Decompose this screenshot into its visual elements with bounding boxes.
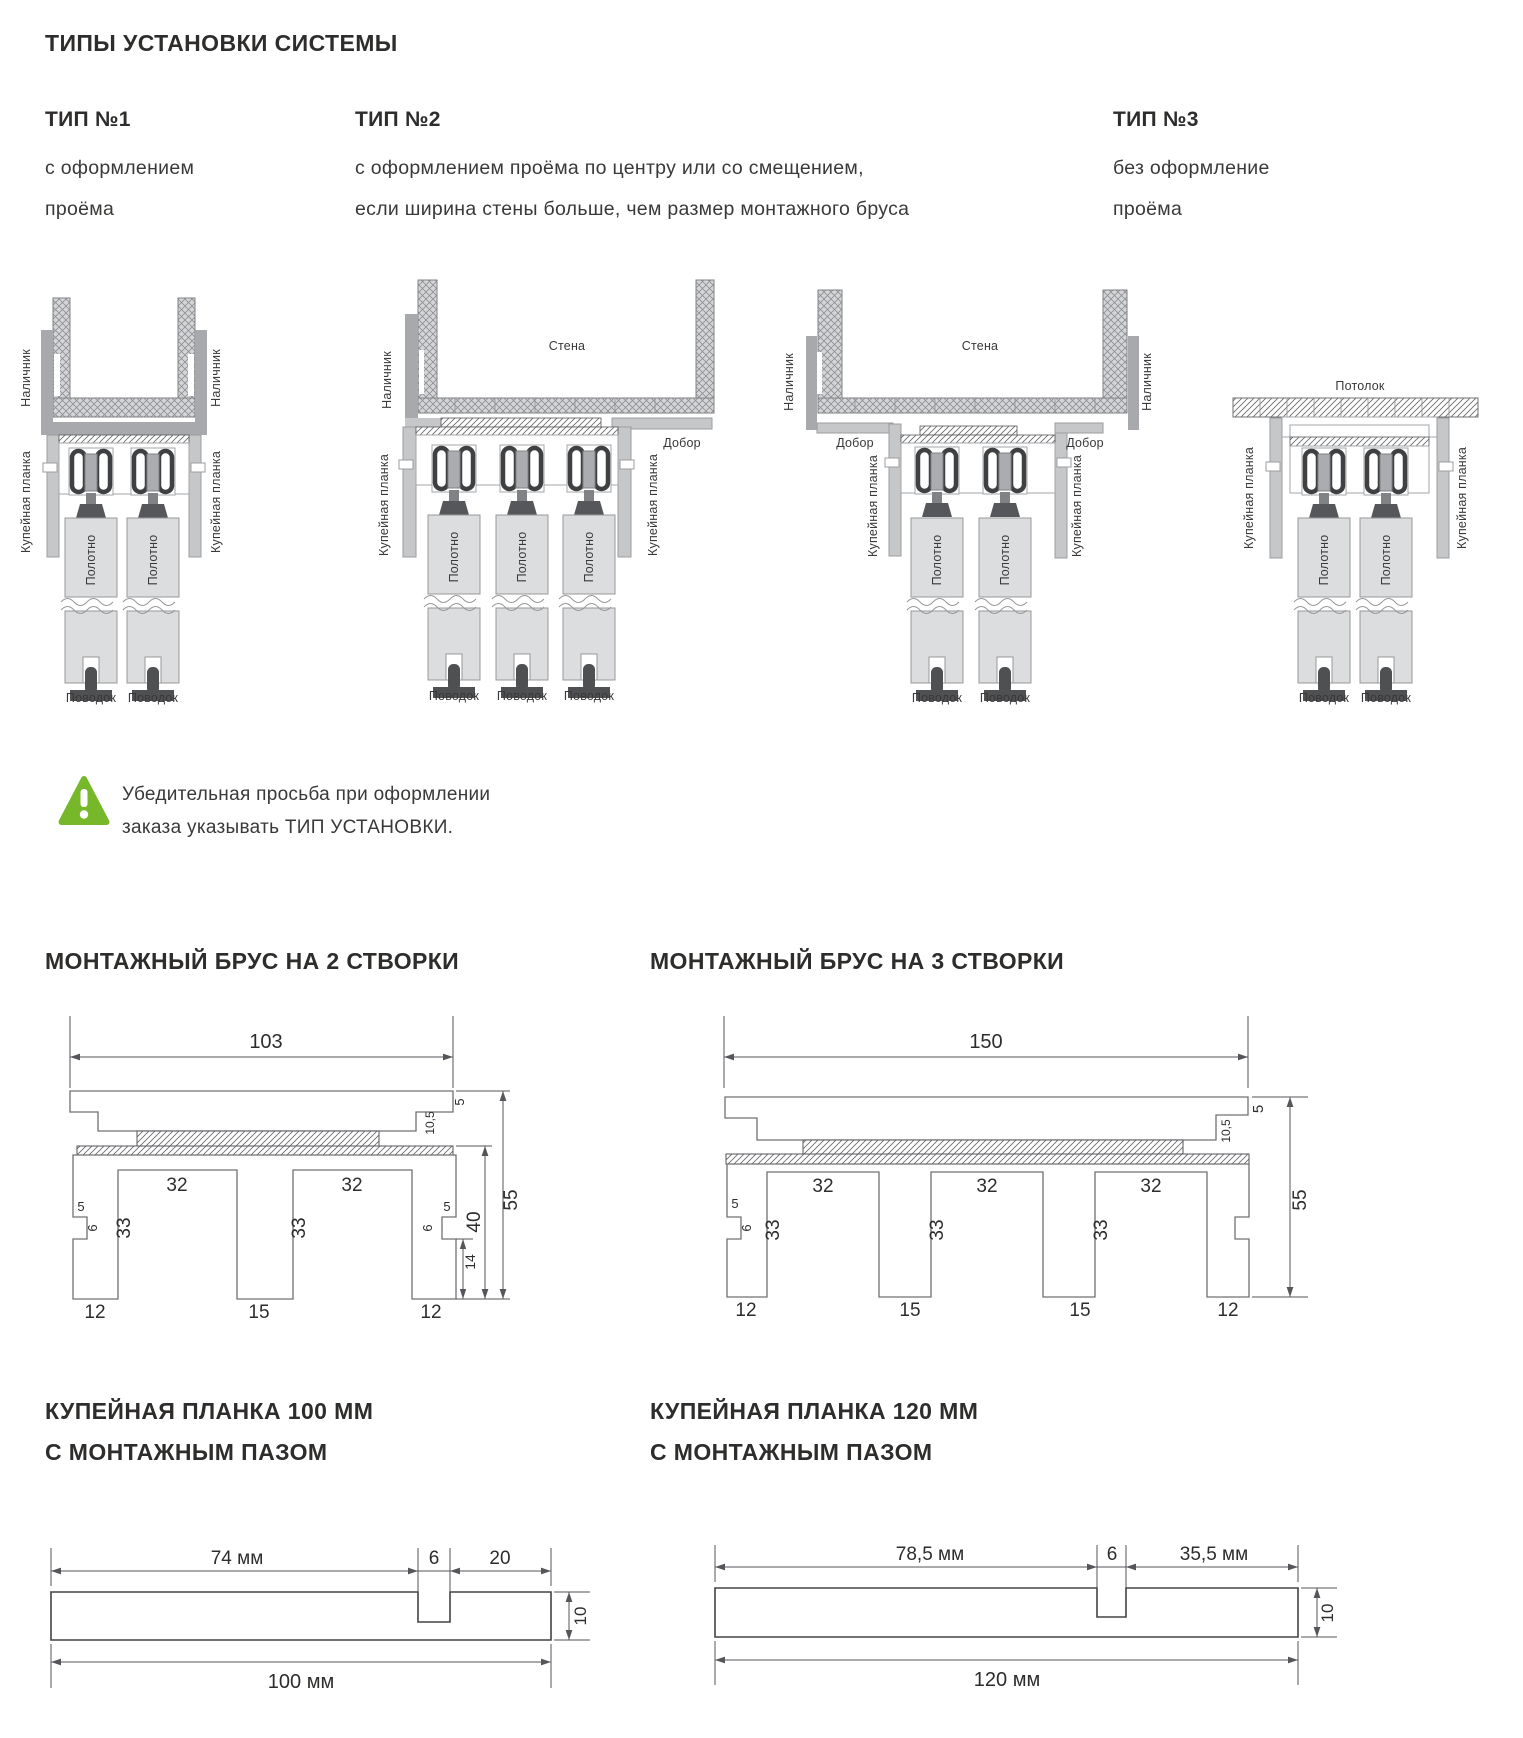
- label-kupe-planka: Купейная планка: [377, 454, 391, 556]
- brus3-plate-thickness: 5: [1250, 1104, 1267, 1114]
- planka120-title: [650, 1398, 978, 1466]
- type2-centered-diagram: [335, 250, 715, 710]
- type1-line1: с оформлением: [45, 157, 195, 179]
- planka120-thickness: 10: [1318, 1603, 1337, 1623]
- type1-track: [59, 435, 189, 518]
- brus3-gasket-lower: [726, 1154, 1249, 1164]
- type1-wall: [53, 298, 195, 417]
- type2-name: ТИП №2: [355, 108, 441, 131]
- brus2-slot1-depth: 33: [114, 1217, 135, 1239]
- label-polotno: Полотно: [930, 534, 944, 586]
- brus3-tooth4: 12: [1217, 1300, 1239, 1321]
- label-stena: Стена: [961, 339, 999, 353]
- brus2-title: МОНТАЖНЫЙ БРУС НА 2 СТВОРКИ: [45, 948, 460, 974]
- type2-offset-diagram: [705, 250, 1175, 710]
- label-polotno: Полотно: [515, 531, 529, 583]
- brus3-tooth3: 15: [1069, 1300, 1091, 1321]
- label-povodok: Поводок: [1360, 691, 1412, 705]
- label-kupe-planka: Купейная планка: [646, 454, 660, 556]
- label-kupe-planka: Купейная планка: [1070, 455, 1084, 557]
- planka120-dim-slot: 6: [1106, 1544, 1118, 1565]
- label-povodok: Поводок: [563, 689, 615, 703]
- type1-line2: проёма: [45, 198, 115, 220]
- type3-header: [1113, 108, 1433, 230]
- roller: [131, 448, 175, 518]
- label-polotno: Полотно: [447, 531, 461, 583]
- label-nalichnik: Наличник: [380, 351, 394, 409]
- label-polotno: Полотно: [84, 534, 98, 586]
- type2-line1: с оформлением проёма по центру или со смещением,: [355, 157, 864, 179]
- brus2-tooth1: 12: [84, 1302, 106, 1323]
- brus3-dim-width: 150: [969, 1031, 1003, 1053]
- label-nalichnik: Наличник: [782, 353, 796, 411]
- brus2-plate-thickness: 5: [452, 1098, 467, 1106]
- type3-track: [1290, 437, 1429, 518]
- planka120-title-line1: КУПЕЙНАЯ ПЛАНКА 120 ММ: [650, 1398, 979, 1424]
- planka120-dim-thickness: [1301, 1588, 1337, 1637]
- roller: [69, 448, 113, 518]
- brus3-tooth1: 12: [735, 1300, 757, 1321]
- label-polotno: Полотно: [998, 534, 1012, 586]
- planka100-title-line2: С МОНТАЖНЫМ ПАЗОМ: [45, 1439, 328, 1465]
- roller: [500, 445, 544, 515]
- brus2-foot-height: 14: [462, 1254, 478, 1270]
- label-dobor: Добор: [1066, 436, 1104, 450]
- planka100-dim-bottom: [51, 1644, 551, 1693]
- brus3-teeth-labels: [735, 1300, 1238, 1321]
- brus2-drawing: [40, 1000, 560, 1335]
- label-povodok: Поводок: [65, 691, 117, 705]
- brus2-total-height: 55: [501, 1189, 522, 1211]
- planka100-dim-slot: 6: [428, 1548, 440, 1569]
- brus2-dims-right: [456, 1091, 522, 1299]
- label-stena: Стена: [548, 339, 586, 353]
- brus2-slot1-width: 32: [166, 1175, 188, 1196]
- label-nalichnik: Наличник: [19, 349, 33, 407]
- planka120-drawing: [630, 1540, 1350, 1738]
- brus3-dim-top: [724, 1016, 1248, 1088]
- brus3-slot1-width: 32: [812, 1176, 834, 1197]
- type2b-track: [901, 426, 1055, 517]
- type3-line1: без оформление: [1113, 157, 1270, 179]
- brus3-slot3-width: 32: [1140, 1176, 1162, 1197]
- label-nalichnik: Наличник: [209, 349, 223, 407]
- label-povodok: Поводок: [979, 691, 1031, 705]
- brus3-slot2-depth: 33: [927, 1219, 948, 1241]
- brus3-slot3-depth: 33: [1091, 1219, 1112, 1241]
- planka120-dim-bottom: [715, 1641, 1298, 1691]
- label-povodok: Поводок: [1298, 691, 1350, 705]
- page-title: ТИПЫ УСТАНОВКИ СИСТЕМЫ: [45, 30, 398, 56]
- label-povodok: Поводок: [496, 689, 548, 703]
- label-polotno: Полотно: [1379, 534, 1393, 586]
- warning-icon: [58, 775, 110, 827]
- brus3-tooth2: 15: [899, 1300, 921, 1321]
- roller: [567, 445, 611, 515]
- planka100-profile: [51, 1592, 551, 1640]
- brus2-teeth-labels: [84, 1302, 441, 1323]
- brus3-dims-right: [1252, 1097, 1311, 1297]
- planka100-dims-top: [51, 1548, 551, 1592]
- brus3-plate: [725, 1097, 1248, 1140]
- type2-track: [416, 418, 618, 515]
- planka100-title: [45, 1398, 373, 1466]
- warning-text: [122, 778, 490, 844]
- brus2-gasket-upper: [137, 1131, 379, 1146]
- label-kupe-planka: Купейная планка: [1455, 447, 1469, 549]
- planka100-dim-right: 20: [489, 1548, 511, 1569]
- brus2-notch-left-5: 5: [77, 1199, 85, 1214]
- warning-line2: заказа указывать ТИП УСТАНОВКИ.: [122, 817, 454, 838]
- roller: [1364, 448, 1408, 518]
- brus3-title: МОНТАЖНЫЙ БРУС НА 3 СТВОРКИ: [650, 948, 1065, 974]
- label-polotno: Полотно: [1317, 534, 1331, 586]
- brus2-tooth2: 15: [248, 1302, 270, 1323]
- brus2-body-height: 40: [464, 1211, 485, 1233]
- label-dobor: Добор: [836, 436, 874, 450]
- brus3-notch-6: 6: [739, 1224, 754, 1232]
- planka100-total: 100 мм: [267, 1671, 335, 1693]
- warning-block: [58, 775, 110, 832]
- brus3-notch-5: 5: [731, 1196, 739, 1211]
- roller: [1302, 448, 1346, 518]
- type1-name: ТИП №1: [45, 108, 131, 131]
- planka120-profile: [715, 1588, 1298, 1637]
- label-potolok: Потолок: [1335, 379, 1385, 393]
- brus2-step: 10,5: [423, 1111, 437, 1135]
- label-kupe-planka: Купейная планка: [1242, 447, 1256, 549]
- brus2-slot2-depth: 33: [289, 1217, 310, 1239]
- type3-ceiling: [1233, 398, 1478, 417]
- type3-name: ТИП №3: [1113, 108, 1199, 131]
- type3-line2: проёма: [1113, 198, 1183, 220]
- type2b-panels: [907, 518, 1031, 701]
- brus3-slot2-width: 32: [976, 1176, 998, 1197]
- brus2-tooth3: 12: [420, 1302, 442, 1323]
- planka100-drawing: [30, 1540, 630, 1738]
- planka100-thickness: 10: [571, 1606, 590, 1626]
- brus2-notch-right-5: 5: [443, 1199, 451, 1214]
- brus2-plate: [70, 1091, 453, 1131]
- brus2-slot2-width: 32: [341, 1175, 363, 1196]
- label-povodok: Поводок: [127, 691, 179, 705]
- roller: [983, 447, 1027, 517]
- brus3-gasket-upper: [803, 1140, 1183, 1154]
- brus2-notch-right-6: 6: [420, 1224, 435, 1232]
- type1-header: [45, 108, 325, 230]
- brus2-dim-width: 103: [249, 1031, 283, 1053]
- label-polotno: Полотно: [146, 534, 160, 586]
- planka100-title-line1: КУПЕЙНАЯ ПЛАНКА 100 ММ: [45, 1398, 374, 1424]
- planka120-total: 120 мм: [973, 1669, 1041, 1691]
- planka120-title-line2: С МОНТАЖНЫМ ПАЗОМ: [650, 1439, 933, 1465]
- brus2-gasket-lower: [77, 1146, 453, 1155]
- roller: [915, 447, 959, 517]
- label-nalichnik: Наличник: [1140, 353, 1154, 411]
- warning-line1: Убедительная просьба при оформлении: [122, 784, 491, 805]
- label-polotno: Полотно: [582, 531, 596, 583]
- label-povodok: Поводок: [428, 689, 480, 703]
- type2-line2: если ширина стены больше, чем размер монтажного бруса: [355, 198, 910, 220]
- planka100-dim-thickness: [554, 1592, 590, 1640]
- type3-mount-plate: [1282, 417, 1437, 437]
- label-kupe-planka: Купейная планка: [19, 451, 33, 553]
- planka120-dim-right: 35,5 мм: [1179, 1544, 1249, 1565]
- roller: [432, 445, 476, 515]
- brus3-drawing: [640, 1000, 1340, 1335]
- brus3-step: 10,5: [1219, 1119, 1233, 1143]
- label-povodok: Поводок: [911, 691, 963, 705]
- type1-diagram: [10, 250, 260, 710]
- planka100-dim-left: 74 мм: [210, 1548, 264, 1569]
- planka120-dim-left: 78,5 мм: [895, 1544, 965, 1565]
- label-dobor: Добор: [663, 436, 701, 450]
- type3-diagram: [1180, 250, 1523, 710]
- type1-panels: [61, 518, 179, 701]
- label-kupe-planka: Купейная планка: [209, 451, 223, 553]
- brus3-total-height: 55: [1290, 1189, 1311, 1211]
- brus2-dim-top: [70, 1016, 453, 1088]
- brus3-slot1-depth: 33: [763, 1219, 784, 1241]
- label-kupe-planka: Купейная планка: [866, 455, 880, 557]
- planka120-dims-top: [715, 1544, 1298, 1588]
- brus2-notch-left-6: 6: [85, 1224, 100, 1232]
- type3-panels: [1294, 518, 1412, 701]
- type2-header: [355, 108, 1085, 230]
